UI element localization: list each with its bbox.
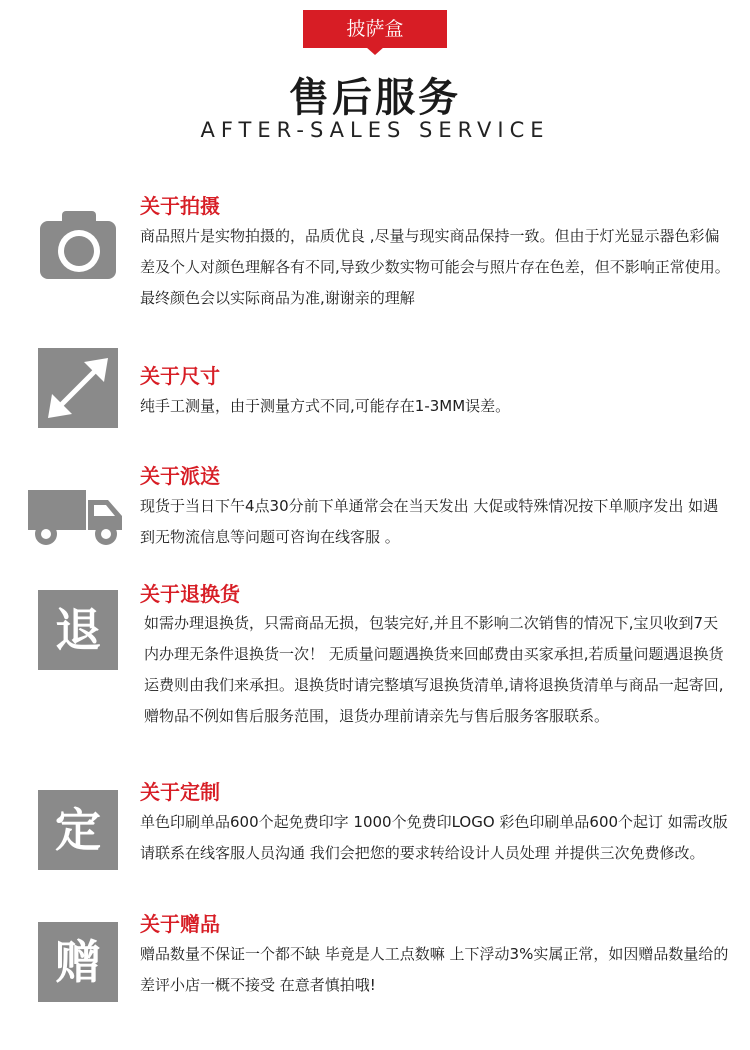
delivery-truck-icon: [26, 482, 126, 552]
category-tag-pointer: [366, 47, 384, 55]
section-body: 纯手工测量，由于测量方式不同,可能存在1-3MM误差。: [140, 397, 511, 415]
gift-badge-icon: 赠: [38, 922, 118, 1002]
section-title: 关于拍摄: [140, 194, 220, 218]
section-body: 现货于当日下午4点30分前下单通常会在当天发出 大促或特殊情况按下单顺序发出 如遇到无物流信息等问题可咨询在线客服 。: [140, 497, 719, 546]
section-title: 关于赠品: [140, 912, 220, 936]
category-tag: [303, 10, 447, 48]
category-tag-label: 披萨盒: [346, 18, 404, 40]
page-subtitle: AFTER-SALES SERVICE: [200, 118, 550, 142]
section-body: 赠品数量不保证一个都不缺 毕竟是人工点数嘛 上下浮动3%实属正常，如因赠品数量给的差评小店一概不接受 在意者慎拍哦!: [140, 945, 729, 994]
section-body: 单色印刷单品600个起免费印字 1000个免费印LOGO 彩色印刷单品600个起订 如需改版请联系在线客服人员沟通 我们会把您的要求转给设计人员处理 并提供三次免费修改。: [140, 813, 728, 862]
custom-badge-icon: 定: [38, 790, 118, 870]
section-title: 关于退换货: [140, 582, 240, 606]
section-body: 如需办理退换货，只需商品无损，包装完好,并且不影响二次销售的情况下,宝贝收到7天内办理无条件退换货一次！ 无质量问题遇换货来回邮费由买家承担,若质量问题遇退换货运费则由我们来承担。退换货时请完整填写退换货清单,请将退换货清单与商品一起寄回,赠物品不例如售后服务范围，退货办理前请亲先与售后服务客服联系。: [144, 614, 724, 725]
section-title: 关于尺寸: [140, 364, 220, 388]
resize-arrow-icon: [38, 348, 118, 428]
return-badge-icon: 退: [38, 590, 118, 670]
page-title: 售后服务: [289, 75, 461, 121]
section-body: 商品照片是实物拍摄的，品质优良 ,尽量与现实商品保持一致。但由于灯光显示器色彩偏差及个人对颜色理解各有不同,导致少数实物可能会与照片存在色差，但不影响正常使用。最终颜色会以实际商品为准,谢谢亲的理解: [140, 227, 730, 307]
section-title: 关于派送: [140, 464, 220, 488]
section-title: 关于定制: [140, 780, 220, 804]
camera-icon: [38, 205, 118, 285]
